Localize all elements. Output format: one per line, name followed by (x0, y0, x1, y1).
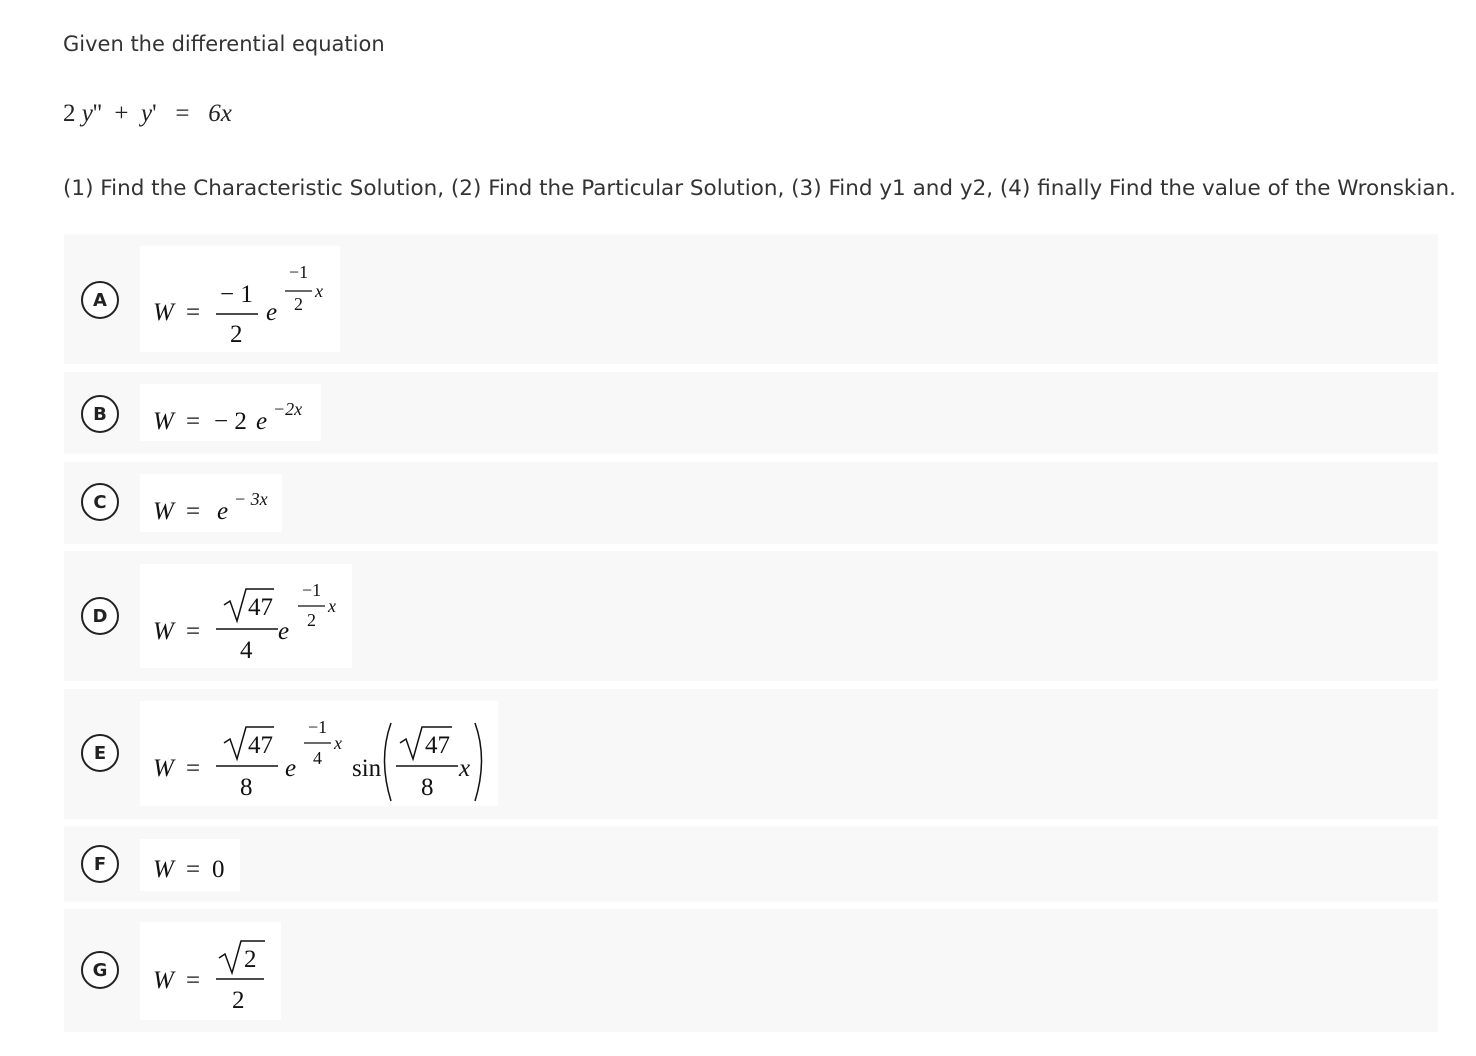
wronskian-symbol: W (153, 755, 174, 782)
exponential-base: e (266, 299, 278, 326)
coefficient: − 2 (214, 408, 247, 435)
option-b-formula (140, 384, 321, 441)
wronskian-value: 0 (212, 856, 225, 883)
exponent-variable: x (334, 733, 342, 753)
fraction-denominator: 8 (240, 774, 253, 801)
fraction-denominator: 4 (240, 637, 253, 664)
option-f-formula (140, 839, 240, 891)
equals-sign: = (186, 618, 201, 645)
option-a-formula (140, 246, 340, 352)
option-letter-e: E (81, 734, 119, 772)
exponential-base: e (256, 408, 268, 435)
equals-sign: = (186, 299, 201, 326)
eq-equals: = (175, 100, 190, 127)
exponent-numerator: −1 (289, 262, 309, 282)
equals-sign: = (186, 408, 201, 435)
option-e-formula (140, 701, 498, 806)
wronskian-symbol: W (153, 408, 174, 435)
exponential-base: e (278, 618, 290, 645)
exponential-base: e (285, 755, 297, 782)
answer-option-e[interactable] (64, 689, 1438, 819)
answer-option-g[interactable] (64, 909, 1438, 1032)
option-letter-c: C (81, 483, 119, 521)
radicand: 2 (244, 946, 257, 973)
option-letter-a: A (81, 281, 119, 319)
exponent-denominator: 2 (307, 610, 316, 630)
option-d-formula (140, 564, 352, 668)
answer-option-d[interactable] (64, 551, 1438, 681)
exponent: −2x (273, 399, 303, 419)
option-letter-f: F (81, 845, 119, 883)
argument-radicand: 47 (425, 732, 450, 759)
fraction-denominator: 2 (230, 321, 243, 348)
equals-sign: = (186, 498, 201, 525)
right-paren-icon (475, 723, 482, 801)
option-g-formula (140, 922, 281, 1020)
option-c-formula (140, 474, 282, 532)
exponent: − 3x (234, 489, 268, 509)
answer-option-c[interactable] (64, 462, 1438, 544)
option-letter-g: G (81, 951, 119, 989)
radicand: 47 (248, 594, 273, 621)
exponential-base: e (217, 498, 229, 525)
differential-equation (63, 100, 232, 128)
exponent-variable: x (315, 281, 323, 301)
option-letter-b: B (81, 395, 119, 433)
answer-option-b[interactable] (64, 372, 1438, 454)
radicand: 47 (248, 732, 273, 759)
argument-variable: x (459, 755, 471, 782)
eq-single-prime: ' (152, 100, 157, 127)
eq-double-prime: '' (92, 100, 102, 127)
argument-denominator: 8 (421, 774, 434, 801)
answer-option-a[interactable] (64, 234, 1438, 364)
equals-sign: = (186, 856, 201, 883)
option-letter-d: D (81, 597, 119, 635)
wronskian-symbol: W (153, 856, 174, 883)
fraction-numerator: − 1 (220, 281, 253, 308)
exponent-numerator: −1 (302, 580, 322, 600)
exponent-denominator: 4 (313, 748, 322, 768)
equals-sign: = (186, 967, 201, 994)
sqrt-radical-icon (219, 941, 265, 973)
eq-coefficient: 2 (63, 100, 76, 127)
sine-function: sin (352, 755, 382, 782)
eq-rhs: 6x (208, 100, 232, 127)
left-paren-icon (385, 723, 392, 801)
eq-y-term-2: y (140, 100, 153, 127)
eq-y-term-1: y (81, 100, 93, 127)
wronskian-symbol: W (153, 498, 174, 525)
question-intro: Given the differential equation (63, 32, 385, 56)
equals-sign: = (186, 755, 201, 782)
fraction-denominator: 2 (232, 987, 245, 1014)
question-instructions: (1) Find the Characteristic Solution, (2) Find the Particular Solution, (3) Find y1 and y2, (4) finally Find the value of the Wronskian. (63, 176, 1456, 201)
exponent-numerator: −1 (308, 717, 328, 737)
eq-plus: + (114, 100, 129, 127)
exponent-denominator: 2 (294, 294, 303, 314)
wronskian-symbol: W (153, 618, 174, 645)
wronskian-symbol: W (153, 299, 174, 326)
exponent-variable: x (328, 596, 336, 616)
wronskian-symbol: W (153, 967, 174, 994)
answer-option-f[interactable] (64, 826, 1438, 902)
